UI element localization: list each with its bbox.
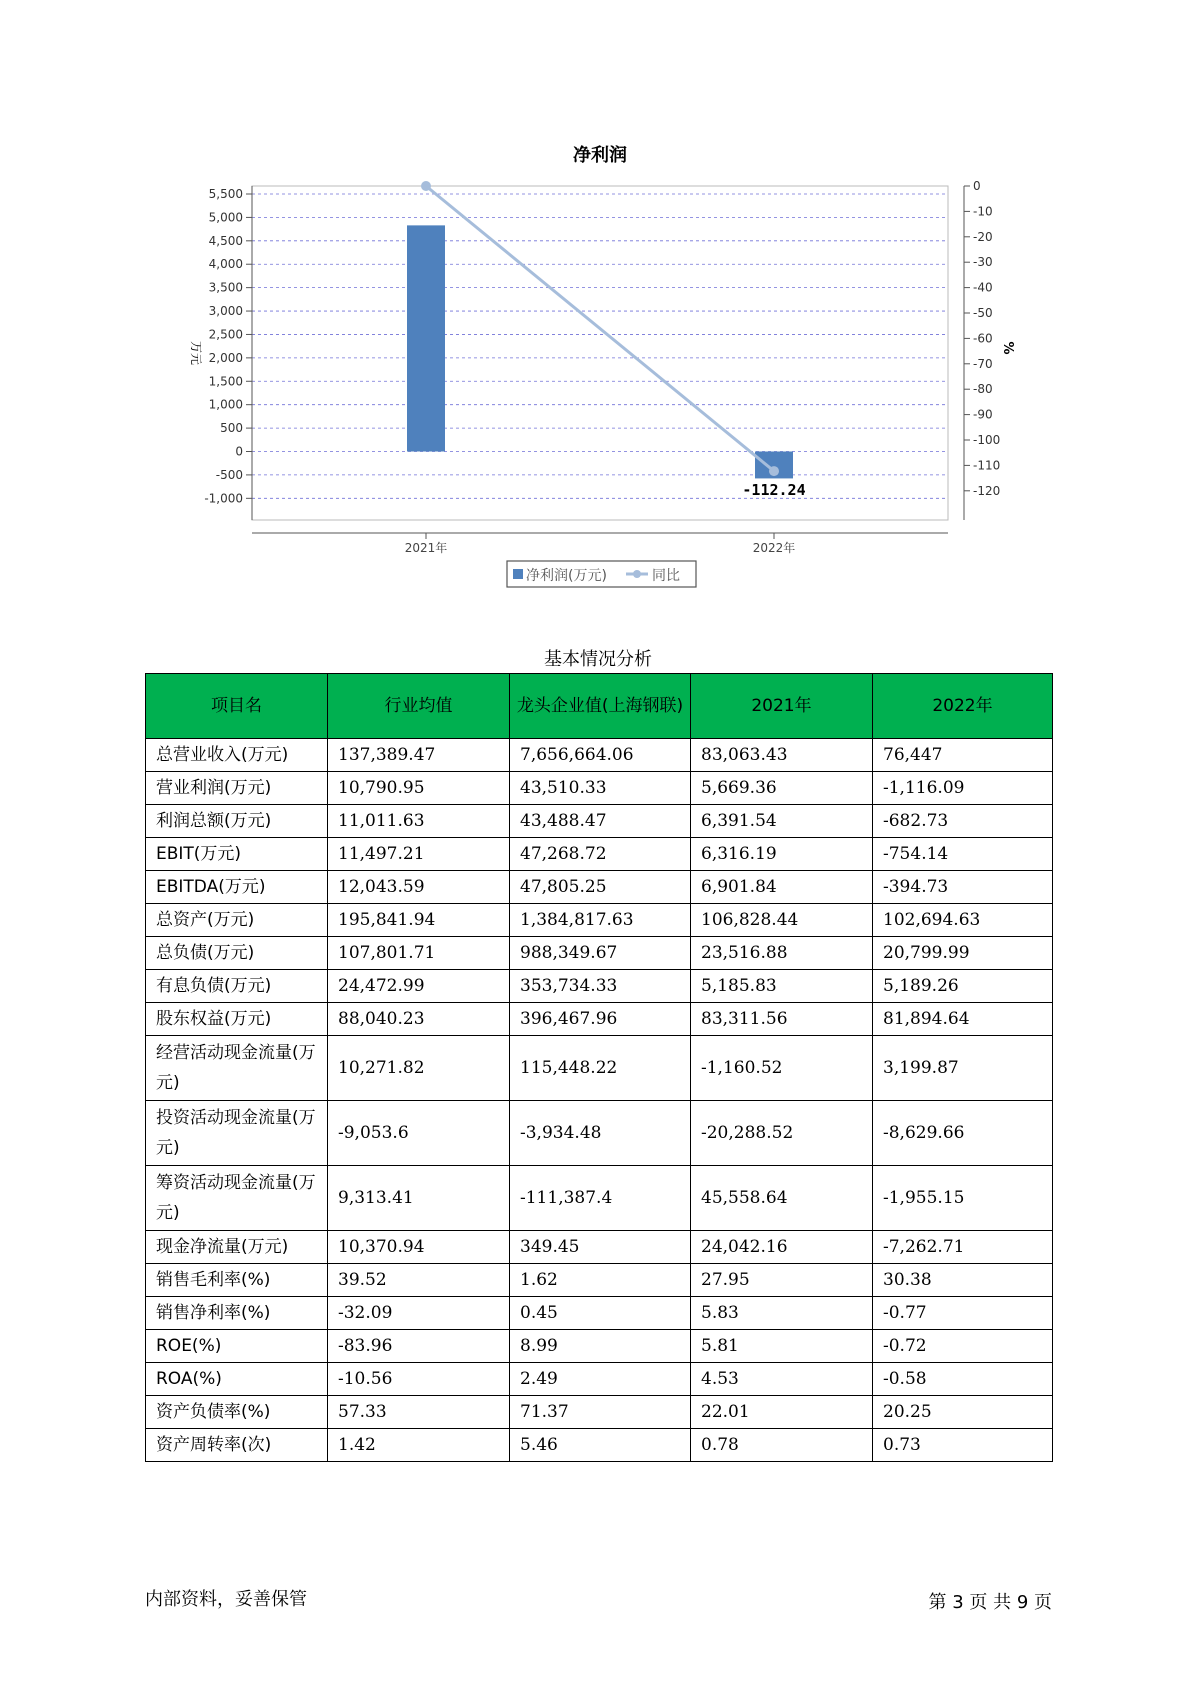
row-label: 股东权益(万元) [146,1003,328,1036]
chart-legend [507,561,696,587]
table-row [146,871,1053,904]
yoy-marker [769,466,779,476]
table-cell: 83,311.56 [691,1003,873,1036]
legend-bar-swatch [513,569,523,579]
y2-tick-label: -80 [973,382,993,397]
table-cell: 11,497.21 [328,838,510,871]
y-tick-label: 4,500 [208,233,243,248]
table-cell: 71.37 [510,1396,691,1429]
row-label: 资产负债率(%) [146,1396,328,1429]
y2-tick-label: -110 [973,458,1001,473]
table-cell: 5,189.26 [873,970,1053,1003]
y-tick-label: 5,500 [208,187,243,201]
y-tick-label: 3,000 [208,304,243,319]
y2-tick-label: -30 [973,255,993,270]
table-cell: 5.46 [510,1429,691,1462]
table-cell: 107,801.71 [328,937,510,970]
table-cell: 1,384,817.63 [510,904,691,937]
y-tick-label: 2,500 [208,327,243,342]
y-tick-label: 3,500 [208,280,243,295]
y2-tick-label: 0 [973,179,981,193]
table-cell: 9,313.41 [328,1166,510,1231]
table-cell: 396,467.96 [510,1003,691,1036]
table-row [146,1396,1053,1429]
footer-confidential: 内部资料，妥善保管 [145,1589,307,1610]
table-cell: 76,447 [873,739,1053,772]
table-row [146,1036,1053,1101]
legend-line-marker [633,570,641,578]
table-cell: 57.33 [328,1396,510,1429]
y2-tick-label: -20 [973,229,993,244]
row-label: 总负债(万元) [146,937,328,970]
table-cell: 83,063.43 [691,739,873,772]
basic-analysis-table [145,673,1053,1462]
header-item-name: 项目名 [146,674,328,739]
table-cell: -1,955.15 [873,1166,1053,1231]
y2-tick-label: -10 [973,204,993,219]
table-cell: 39.52 [328,1264,510,1297]
y-tick-label: 5,000 [208,210,243,225]
row-label: 销售净利率(%) [146,1297,328,1330]
table-cell: -0.72 [873,1330,1053,1363]
table-cell: -754.14 [873,838,1053,871]
table-cell: 10,370.94 [328,1231,510,1264]
table-cell: -111,387.4 [510,1166,691,1231]
y2-tick-label: -60 [973,331,993,346]
y-tick-label: 1,500 [208,374,243,389]
table-row [146,970,1053,1003]
y2-tick-label: -120 [973,483,1001,498]
table-row [146,1330,1053,1363]
table-cell: 45,558.64 [691,1166,873,1231]
table-cell: 2.49 [510,1363,691,1396]
header-industry-avg: 行业均值 [328,674,510,739]
row-label: 营业利润(万元) [146,772,328,805]
table-cell: 0.73 [873,1429,1053,1462]
table-cell: 24,042.16 [691,1231,873,1264]
table-header-row [146,674,1053,739]
table-cell: 22.01 [691,1396,873,1429]
table-cell: -8,629.66 [873,1101,1053,1166]
table-cell: -0.58 [873,1363,1053,1396]
table-cell: 195,841.94 [328,904,510,937]
table-cell: 3,199.87 [873,1036,1053,1101]
y2-tick-label: -70 [973,356,993,371]
table-row [146,838,1053,871]
table-cell: -9,053.6 [328,1101,510,1166]
table-cell: 47,805.25 [510,871,691,904]
table-cell: 0.78 [691,1429,873,1462]
table-row [146,1363,1053,1396]
table-row [146,739,1053,772]
table-cell: 349.45 [510,1231,691,1264]
row-label: 投资活动现金流量(万元) [146,1101,328,1166]
row-label: 总营业收入(万元) [146,739,328,772]
table-cell: 5,669.36 [691,772,873,805]
table-cell: 20,799.99 [873,937,1053,970]
row-label: 利润总额(万元) [146,805,328,838]
table-row [146,904,1053,937]
legend-yoy: 同比 [652,568,680,584]
y-axis-label: 万元 [189,340,203,366]
table-cell: 11,011.63 [328,805,510,838]
y-tick-label: 2,000 [208,350,243,365]
yoy-marker [421,181,431,191]
table-row [146,772,1053,805]
table-row [146,1297,1053,1330]
table-cell: 8.99 [510,1330,691,1363]
yoy-data-label: -112.24 [742,481,806,500]
table-cell: 27.95 [691,1264,873,1297]
table-cell: 102,694.63 [873,904,1053,937]
plot-frame [252,186,948,520]
y-tick-label: 0 [235,444,243,459]
table-cell: 115,448.22 [510,1036,691,1101]
table-cell: 6,391.54 [691,805,873,838]
row-label: 现金净流量(万元) [146,1231,328,1264]
x-tick-label: 2022年 [752,541,796,555]
table-cell: -83.96 [328,1330,510,1363]
y-tick-label: 4,000 [208,257,243,272]
table-cell: 1.62 [510,1264,691,1297]
y2-tick-label: -50 [973,306,993,320]
table-row [146,1264,1053,1297]
footer-page-number: 第 3 页 共 9 页 [928,1592,1052,1613]
table-cell: 137,389.47 [328,739,510,772]
row-label: EBIT(万元) [146,838,328,871]
table-cell: 24,472.99 [328,970,510,1003]
table-cell: 5,185.83 [691,970,873,1003]
y-tick-label: -500 [215,467,243,482]
table-cell: -1,160.52 [691,1036,873,1101]
row-label: ROA(%) [146,1363,328,1396]
table-cell: -682.73 [873,805,1053,838]
table-cell: 47,268.72 [510,838,691,871]
legend-net-profit: 净利润(万元) [526,568,607,584]
table-cell: 5.83 [691,1297,873,1330]
y2-axis-label: % [1000,341,1015,355]
y2-tick-label: -40 [973,280,993,295]
table-row [146,805,1053,838]
table-cell: -10.56 [328,1363,510,1396]
table-cell: 43,510.33 [510,772,691,805]
table-cell: 106,828.44 [691,904,873,937]
header-leader-value: 龙头企业值(上海钢联) [510,674,691,739]
table-cell: -394.73 [873,871,1053,904]
table-cell: 88,040.23 [328,1003,510,1036]
table-cell: 6,901.84 [691,871,873,904]
row-label: 销售毛利率(%) [146,1264,328,1297]
chart-title: 净利润 [573,145,627,166]
x-tick-label: 2021年 [404,541,448,555]
table-cell: 43,488.47 [510,805,691,838]
table-row [146,1429,1053,1462]
table-cell: 4.53 [691,1363,873,1396]
table-cell: 10,790.95 [328,772,510,805]
table-cell: -3,934.48 [510,1101,691,1166]
row-label: 资产周转率(次) [146,1429,328,1462]
table-cell: 988,349.67 [510,937,691,970]
table-cell: 0.45 [510,1297,691,1330]
table-row [146,1101,1053,1166]
table-caption: 基本情况分析 [544,649,652,670]
table-cell: 10,271.82 [328,1036,510,1101]
table-row [146,937,1053,970]
table-cell: 353,734.33 [510,970,691,1003]
row-label: EBITDA(万元) [146,871,328,904]
table-cell: 81,894.64 [873,1003,1053,1036]
table-cell: 1.42 [328,1429,510,1462]
y-tick-label: 500 [220,421,243,436]
table-row [146,1231,1053,1264]
y2-tick-label: -90 [973,407,993,422]
bar [407,225,445,451]
table-cell: 7,656,664.06 [510,739,691,772]
table-cell: -32.09 [328,1297,510,1330]
net-profit-chart [0,0,1191,600]
table-row [146,1003,1053,1036]
row-label: 有息负债(万元) [146,970,328,1003]
table-cell: -0.77 [873,1297,1053,1330]
table-cell: -7,262.71 [873,1231,1053,1264]
table-cell: 6,316.19 [691,838,873,871]
table-cell: -1,116.09 [873,772,1053,805]
table-cell: 20.25 [873,1396,1053,1429]
y2-tick-label: -100 [973,433,1001,447]
table-row [146,1166,1053,1231]
row-label: 经营活动现金流量(万元) [146,1036,328,1101]
row-label: 筹资活动现金流量(万元) [146,1166,328,1231]
table-cell: 5.81 [691,1330,873,1363]
header-2021: 2021年 [691,674,873,739]
table-cell: 12,043.59 [328,871,510,904]
table-cell: -20,288.52 [691,1101,873,1166]
table-cell: 23,516.88 [691,937,873,970]
y-tick-label: -1,000 [204,491,243,506]
row-label: ROE(%) [146,1330,328,1363]
table-cell: 30.38 [873,1264,1053,1297]
header-2022: 2022年 [873,674,1053,739]
y-tick-label: 1,000 [208,397,243,412]
row-label: 总资产(万元) [146,904,328,937]
